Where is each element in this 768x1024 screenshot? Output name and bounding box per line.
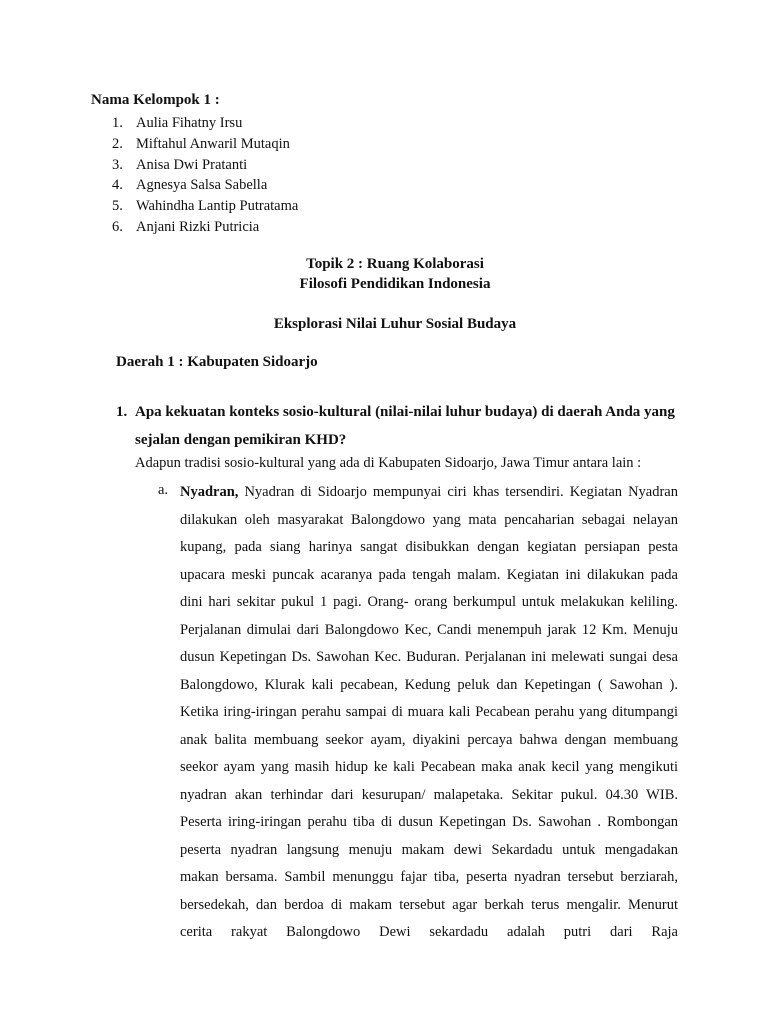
member-name: Wahindha Lantip Putratama [136, 198, 299, 215]
paragraph-line: anak balita membuang seekor ayam, diyakini percaya bahwa dengan membuang [180, 731, 678, 748]
paragraph-line: Perjalanan dimulai dari Balongdowo Kec, Candi menempuh jarak 12 Km. Menuju [180, 621, 678, 638]
paragraph-line: nyadran akan terhindar dari kesurupan/ malapetaka. Sekitar pukul. 04.30 WIB. [180, 786, 678, 803]
list-number: 5. [112, 198, 123, 215]
region-heading: Daerah 1 : Kabupaten Sidoarjo [116, 354, 318, 370]
list-item [112, 155, 298, 176]
paragraph-line: upacara meski puncak acaranya pada tengah malam. Kegiatan ini dilakukan pada [180, 566, 678, 583]
exploration-title: Eksplorasi Nilai Luhur Sosial Budaya [273, 316, 517, 332]
paragraph-line: seekor ayam yang masih hidup ke kali Pecabean maka anak kecil yang mengikuti [180, 759, 678, 775]
paragraph-line: peserta nyadran langsung menuju makam dewi Sekardadu untuk mengadakan [180, 841, 678, 858]
paragraph-text: Nyadran di Sidoarjo mempunyai ciri khas tersendiri. Kegiatan Nyadran [238, 484, 678, 500]
paragraph-line: makan bersama. Sambil menunggu fajar tiba, peserta nyadran tersebut berziarah, [180, 869, 678, 885]
member-name: Miftahul Anwaril Mutaqin [136, 135, 290, 152]
list-number: 6. [112, 218, 123, 235]
paragraph-line: dilakukan oleh masyarakat Balongdowo yang mata pencaharian sebagai nelayan [180, 511, 678, 528]
paragraph-line: dusun Kepetingan Ds. Sawohan Kec. Buduran. Perjalanan ini melewati sungai desa [180, 649, 678, 665]
item-label: a. [158, 482, 169, 498]
paragraph-line: cerita rakyat Balongdowo Dewi sekardadu adalah putri dari Raja [180, 924, 678, 940]
list-item [112, 113, 298, 134]
group-title: Nama Kelompok 1 : [91, 92, 220, 108]
list-number: 1. [112, 115, 123, 131]
list-item [112, 196, 298, 217]
paragraph-line: Ketika iring-iringan perahu sampai di muara kali Pecabean perahu yang ditumpangi [180, 704, 678, 720]
list-item [112, 217, 298, 238]
item-lead: Nyadran, [180, 484, 239, 500]
list-number: 3. [112, 156, 123, 173]
member-name: Anjani Rizki Putricia [136, 218, 260, 235]
list-item [112, 175, 298, 196]
question-line-1: Apa kekuatan konteks sosio-kultural (nilai-nilai luhur budaya) di daerah Anda yang [135, 404, 675, 420]
paragraph-line: kupang, pada siang harinya sangat disibukkan dengan kegiatan persiapan pesta [180, 539, 678, 555]
question-line-2: sejalan dengan pemikiran KHD? [135, 432, 347, 448]
member-name: Aulia Fihatny Irsu [136, 115, 243, 131]
topic-title: Topik 2 : Ruang Kolaborasi [306, 256, 484, 272]
paragraph-line: dini hari sekitar pukul 1 pagi. Orang- orang berkumpul untuk melakukan keliling. [180, 594, 678, 610]
list-number: 4. [112, 177, 123, 194]
member-name: Agnesya Salsa Sabella [136, 177, 268, 194]
paragraph [180, 479, 678, 947]
paragraph-line: Peserta iring-iringan perahu tiba di dusun Kepetingan Ds. Sawohan . Rombongan [180, 814, 678, 830]
list-number: 2. [112, 135, 123, 152]
paragraph-line [180, 479, 678, 507]
paragraph-line: Balongdowo, Klurak kali pecabean, Kedung peluk dan Kepetingan ( Sawohan ). [180, 676, 678, 693]
subject-title: Filosofi Pendidikan Indonesia [299, 276, 491, 292]
member-list [112, 113, 298, 238]
question-number: 1. [116, 404, 128, 420]
member-name: Anisa Dwi Pratanti [136, 156, 248, 173]
list-item [112, 134, 298, 155]
paragraph-line: bersedekah, dan berdoa di makam tersebut agar berkah terus mengalir. Menurut [180, 896, 678, 913]
intro-text: Adapun tradisi sosio-kultural yang ada di Kabupaten Sidoarjo, Jawa Timur antara lain : [135, 455, 642, 471]
